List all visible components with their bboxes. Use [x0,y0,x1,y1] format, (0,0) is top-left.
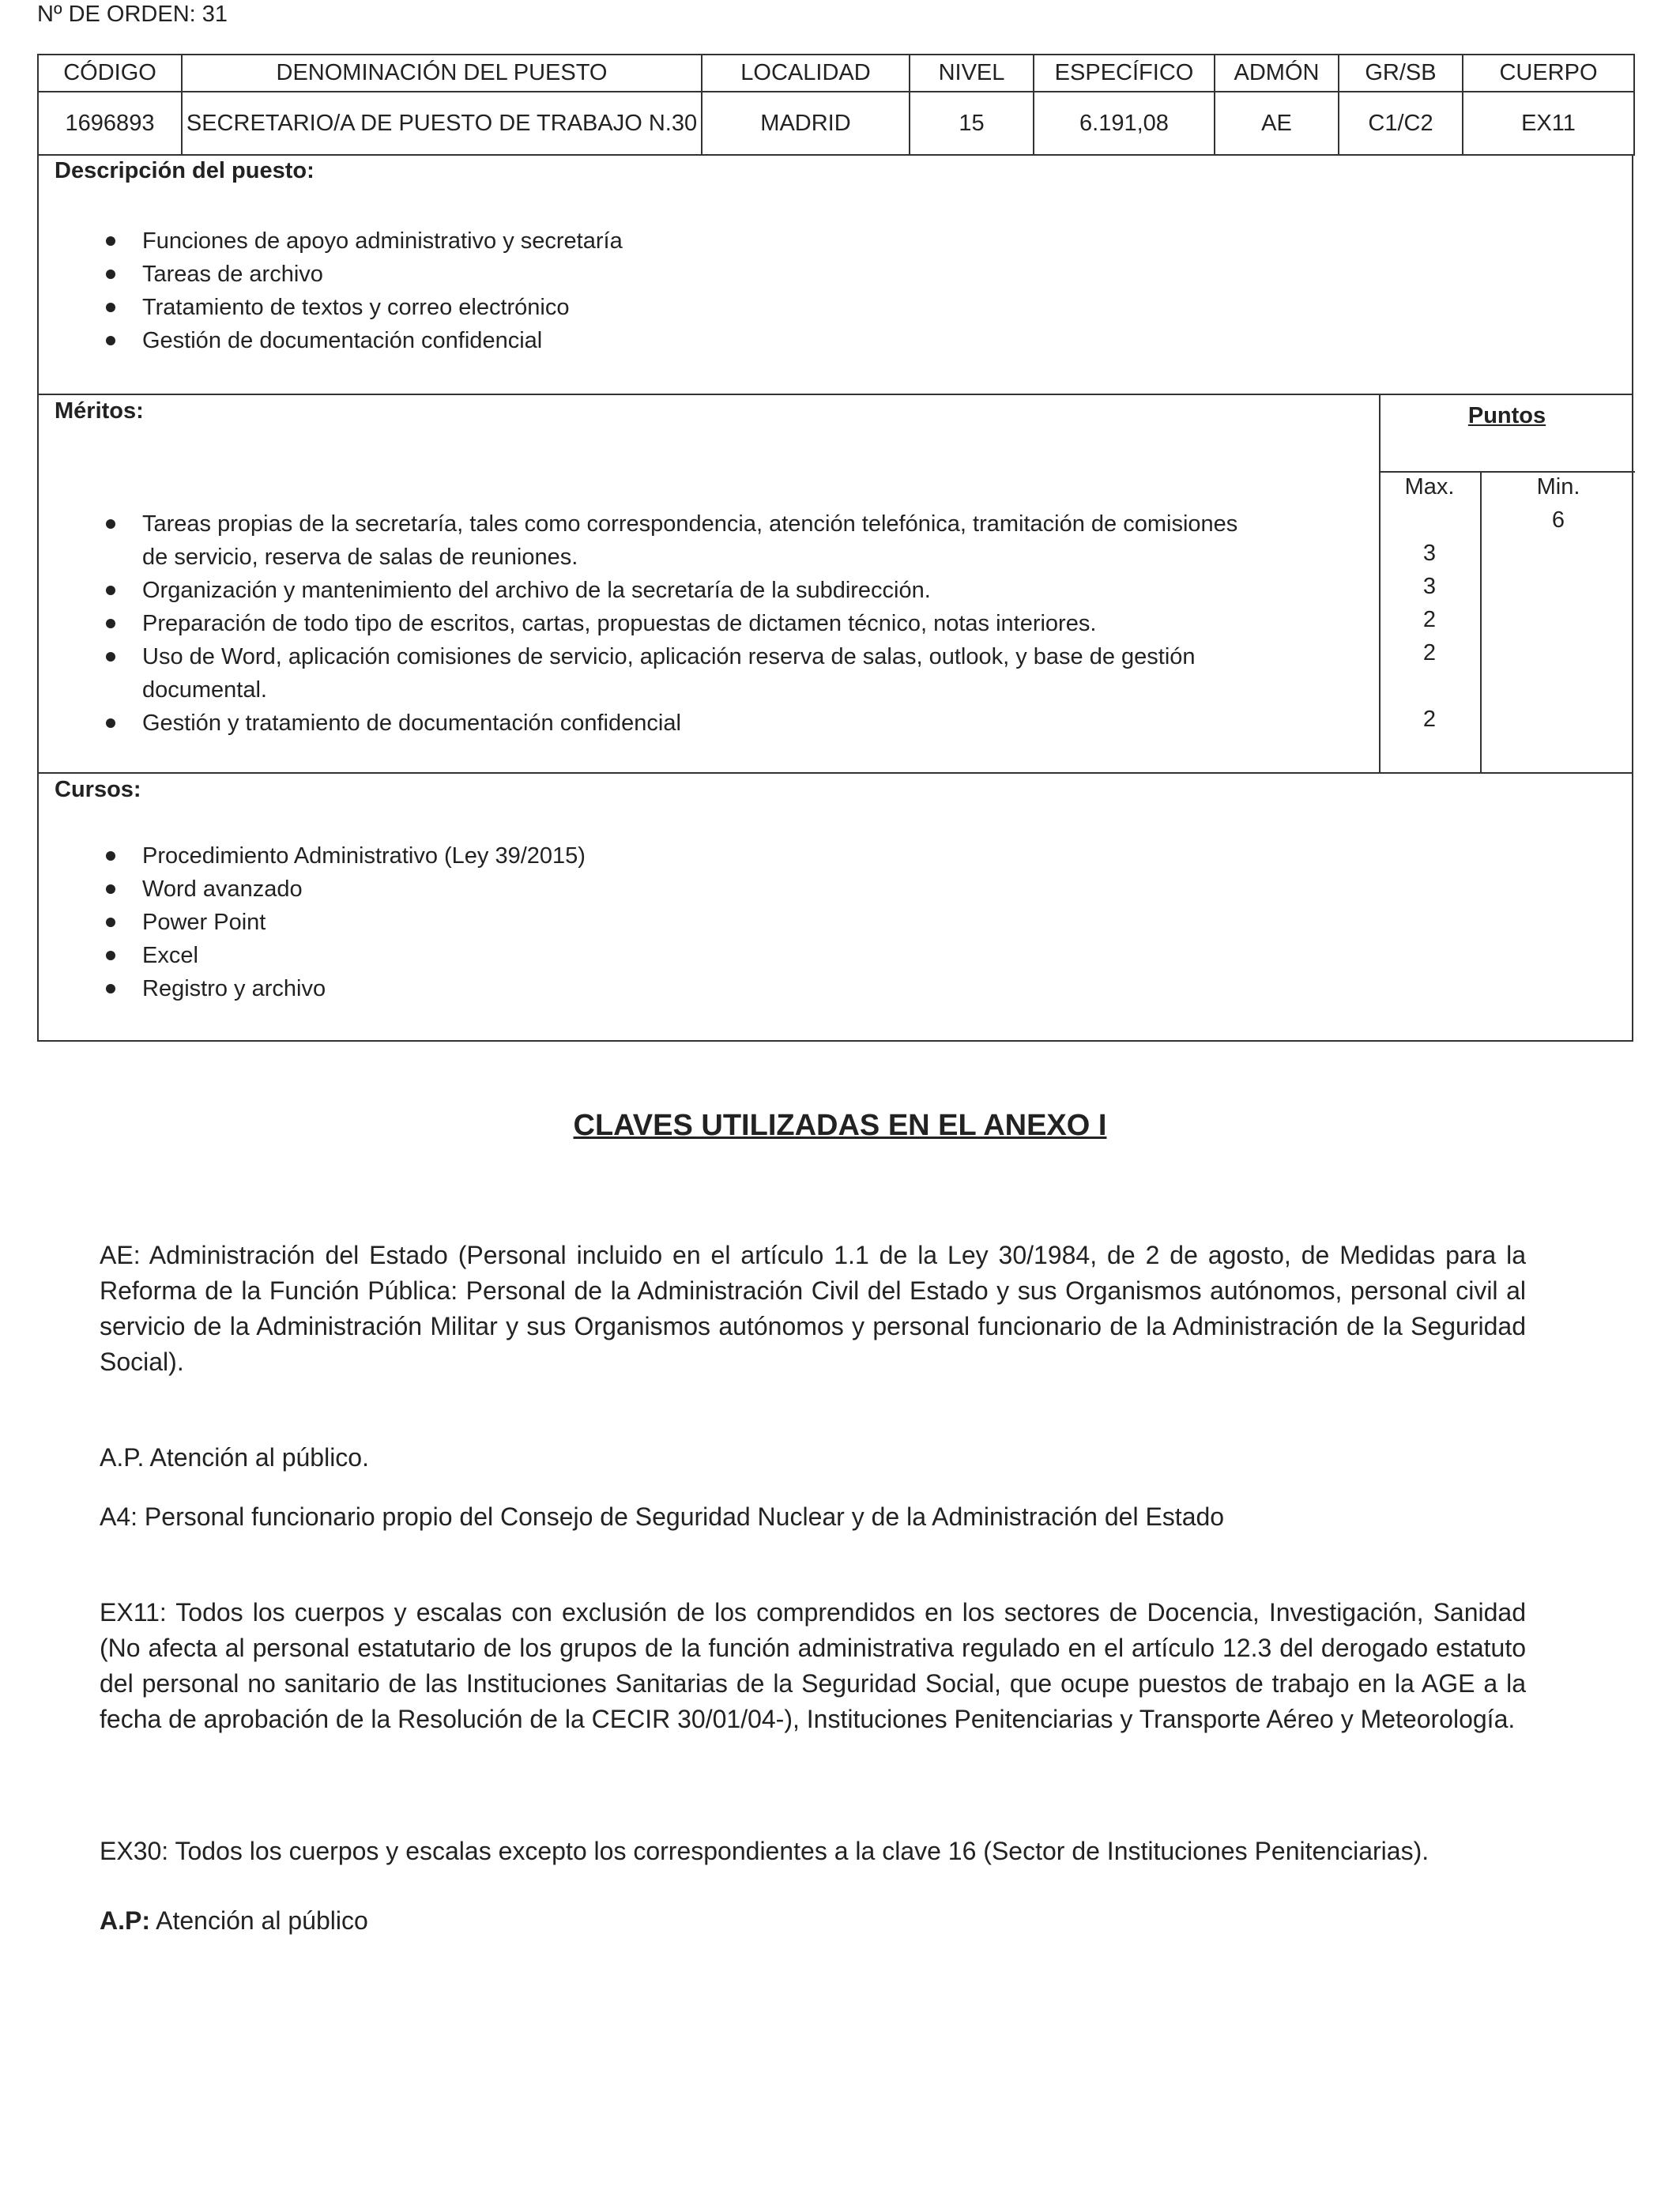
list-item [39,574,1366,607]
table-row [38,92,1634,155]
cell-nivel: 15 [910,92,1034,155]
cursos-title: Cursos: [55,777,141,802]
cell-cuerpo: EX11 [1463,92,1634,155]
header-localidad: LOCALIDAD [702,55,910,92]
min-label: Min. [1536,474,1580,499]
puntos-label: Puntos [1467,403,1546,428]
header-especifico: ESPECÍFICO [1034,55,1215,92]
cell-grsb: C1/C2 [1339,92,1463,155]
clave-ae: AE: Administración del Estado (Personal incluido en el artículo 1.1 de la Ley 30/1984, de 2 de agosto, de Medidas para la Reforma de la Función Pública: Personal de la Administración Civil del Estado y sus Organismos autónomos, personal civil al servicio de la Administración Militar y sus Organismos autónomos y personal funcionario de la Administración de la Seguridad Social). [100,1241,1526,1376]
header-denominacion: DENOMINACIÓN DEL PUESTO [182,55,702,92]
clave-ap-label: A.P: [100,1906,150,1935]
descripcion-list [39,224,623,357]
cursos-list [39,839,586,1005]
max-points: 3 [1422,574,1437,599]
header-nivel: NIVEL [910,55,1034,92]
order-number: Nº DE ORDEN: 31 [37,2,228,27]
descripcion-section [37,155,1633,395]
merito-text: documental. [142,677,267,703]
max-label: Max. [1404,474,1455,499]
max-points: 2 [1422,607,1437,632]
merito-text: Uso de Word, aplicación comisiones de servicio, aplicación reserva de salas, outlook, y base de gestión [142,644,1196,669]
cell-codigo: 1696893 [38,92,182,155]
list-item: Tareas de archivo [39,258,623,291]
job-header-table [37,54,1635,156]
clave-ap-text: Atención al público [150,1906,368,1935]
meritos-title: Méritos: [55,398,144,424]
clave-a4: A4: Personal funcionario propio del Consejo de Seguridad Nuclear y de la Administración del Estado [100,1502,1225,1531]
cell-localidad: MADRID [702,92,910,155]
clave-ap-bold [100,1903,1526,1939]
header-cuerpo: CUERPO [1463,55,1634,92]
cell-especifico: 6.191,08 [1034,92,1215,155]
merito-text: Gestión y tratamiento de documentación confidencial [142,711,681,736]
list-item: Tratamiento de textos y correo electrónico [39,291,623,324]
max-points: 2 [1422,707,1437,732]
list-item: Gestión de documentación confidencial [39,324,623,357]
merito-text: Preparación de todo tipo de escritos, cartas, propuestas de dictamen técnico, notas interiores. [142,611,1097,636]
list-item: Word avanzado [39,873,586,906]
list-item: Power Point [39,906,586,939]
cursos-section [37,774,1633,1042]
clave-ex11: EX11: Todos los cuerpos y escalas con exclusión de los comprendidos en los sectores de Docencia, Investigación, Sanidad (No afecta al personal estatutario de los grupos de la función administrativa regulado en el artículo 12.3 del derogado estatuto del personal no sanitario de las Instituciones Sanitarias de la Seguridad Social, que ocupe puestos de trabajo en la AGE a la fecha de aprobación de la Resolución de la CECIR 30/01/04-), Instituciones Penitenciarias y Transporte Aéreo y Meteorología. [100,1598,1526,1733]
merito-text: Organización y mantenimiento del archivo de la secretaría de la subdirección. [142,578,931,603]
header-codigo: CÓDIGO [38,55,182,92]
cell-admon: AE [1215,92,1339,155]
header-grsb: GR/SB [1339,55,1463,92]
list-item [39,640,1366,707]
list-item: Excel [39,939,586,972]
list-item [39,507,1366,574]
descripcion-title: Descripción del puesto: [55,158,315,183]
max-points: 3 [1422,541,1437,566]
cell-denominacion: SECRETARIO/A DE PUESTO DE TRABAJO N.30 [182,92,702,155]
clave-ex30: EX30: Todos los cuerpos y escalas excepto los correspondientes a la clave 16 (Sector de Instituciones Penitenciarias). [100,1837,1430,1865]
meritos-list [39,507,1366,740]
clave-ap: A.P. Atención al público. [100,1443,369,1472]
meritos-section [37,395,1633,774]
divider [1379,471,1635,473]
merito-text: Tareas propias de la secretaría, tales como correspondencia, atención telefónica, tramitación de comisiones [142,511,1238,537]
list-item: Registro y archivo [39,972,586,1005]
list-item [39,707,1366,740]
merito-text: de servicio, reserva de salas de reuniones. [142,545,578,570]
table-header-row [38,55,1634,92]
max-points: 2 [1422,640,1437,665]
list-item: Procedimiento Administrativo (Ley 39/2015) [39,839,586,873]
list-item: Funciones de apoyo administrativo y secretaría [39,224,623,258]
list-item [39,607,1366,640]
min-value: 6 [1551,507,1565,533]
claves-title: CLAVES UTILIZADAS EN EL ANEXO I [573,1109,1107,1142]
header-admon: ADMÓN [1215,55,1339,92]
